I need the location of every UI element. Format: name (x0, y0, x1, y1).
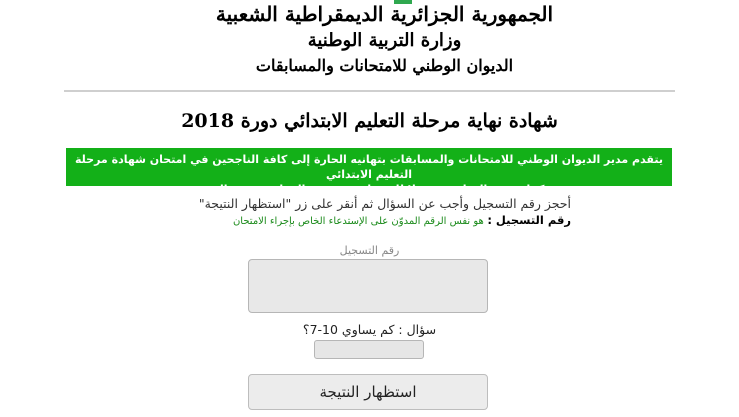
show-result-button[interactable]: استظهار النتيجة (248, 374, 488, 410)
header-divider (64, 90, 675, 92)
registration-note (90, 213, 571, 227)
registration-note-hint: هو نفس الرقم المدوّن على الإستدعاء الخاص بإجراء الامتحان (232, 216, 484, 227)
captcha-question: سؤال : كم يساوي 10-7؟ (302, 322, 437, 337)
registration-label: رقم التسجيل (339, 244, 400, 257)
banner-line-2: كما يتمنى النجاح مستقبلا للذين لم يسعفهم الحظ في هذه الدورة (193, 183, 545, 196)
captcha-answer-input[interactable] (314, 340, 424, 359)
header-republic: الجمهورية الجزائرية الديمقراطية الشعبية (215, 2, 554, 26)
header-office: الديوان الوطني للامتحانات والمسابقات (255, 56, 514, 75)
page-title: شهادة نهاية مرحلة التعليم الابتدائي دورة 2018 (181, 110, 558, 132)
header-ministry: وزارة التربية الوطنية (307, 30, 462, 51)
registration-number-input[interactable] (248, 259, 488, 313)
congrats-banner (66, 148, 672, 196)
banner-line-1: يتقدم مدير الديوان الوطني للامتحانات والمسابقات بتهانيه الحارة إلى كافة الناجحين في امتحان شهادة مرحلة التعليم الابتدائي (75, 153, 663, 181)
instructions-text: أحجز رقم التسجيل وأجب عن السؤال ثم أنقر على زر "استظهار النتيجة" (198, 196, 571, 211)
registration-note-label: رقم التسجيل : (487, 213, 571, 227)
